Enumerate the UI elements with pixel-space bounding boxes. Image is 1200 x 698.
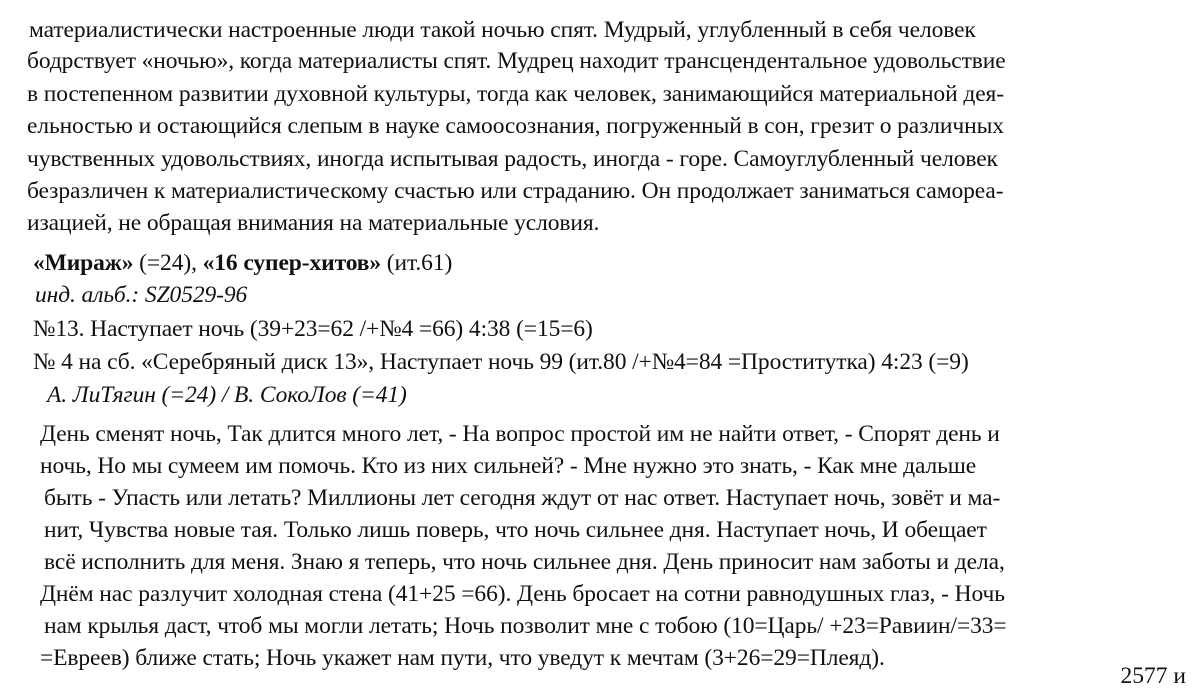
song-header — [33, 248, 452, 278]
paragraph-line: безразличен к материалистическому счастью или страданию. Он продолжает заниматься самореа- — [27, 178, 1004, 204]
lyrics-line: быть - Упасть или летать? Миллионы лет сегодня ждут от нас ответ. Наступает ночь, зовёт и ма- — [44, 485, 1001, 511]
lyrics-line: всё исполнить для меня. Знаю я теперь, что ночь сильнее дня. День приносит нам заботы и дела, — [44, 549, 1005, 575]
paragraph-line: чувственных удовольствиях, иногда испытывая радость, иногда - горе. Самоуглубленный человек — [27, 146, 998, 172]
track-info: №13. Наступает ночь (39+23=62 /+№4 =66) 4:38 (=15=6) — [33, 316, 593, 342]
lyrics-line: нит, Чувства новые тая. Только лишь поверь, что ночь сильнее дня. Наступает ночь, И обещает — [44, 517, 987, 543]
paragraph-line: изацией, не обращая внимания на материальные условия. — [27, 210, 600, 236]
artist-number: (=24), — [133, 250, 203, 276]
album-code: инд. альб.: SZ0529-96 — [35, 282, 248, 308]
page-number: 2577 и — [1120, 663, 1186, 689]
lyrics-line: ночь, Но мы сумеем им помочь. Кто из них сильней? - Мне нужно это знать, - Как мне дальше — [40, 453, 977, 479]
paragraph-line: в постепенном развитии духовной культуры, тогда как человек, занимающийся материальной дея- — [27, 81, 1004, 107]
album-title: «16 супер-хитов» — [202, 250, 382, 276]
album-number: (ит.61) — [381, 250, 453, 276]
track-info-compilation: № 4 на сб. «Серебряный диск 13», Наступает ночь 99 (ит.80 /+№4=84 =Проститутка) 4:23 (=9) — [33, 349, 969, 375]
paragraph-line: ельностью и остающийся слепым в науке самоосознания, погруженный в сон, грезит о различных — [27, 113, 1004, 139]
lyrics-line: Днём нас разлучит холодная стена (41+25 =66). День бросает на сотни равнодушных глаз, - Ночь — [40, 581, 1005, 607]
lyrics-line: нам крылья даст, чтоб мы могли летать; Ночь позволит мне с тобою (10=Царь/ +23=Равиин/=33= — [44, 613, 1007, 639]
song-authors: А. ЛиТягин (=24) / В. СокоЛов (=41) — [47, 382, 407, 408]
paragraph-line: материалистически настроенные люди такой ночью спят. Мудрый, углубленный в себя человек — [29, 17, 976, 43]
lyrics-line: =Евреев) ближе стать; Ночь укажет нам пути, что уведут к мечтам (3+26=29=Плеяд). — [40, 645, 885, 671]
lyrics-line: День сменят ночь, Так длится много лет, - На вопрос простой им не найти ответ, - Спорят день и — [40, 421, 1000, 447]
artist-name: «Мираж» — [33, 250, 134, 276]
paragraph-line: бодрствует «ночью», когда материалисты спят. Мудрец находит трансцендентальное удовольствие — [27, 48, 1006, 74]
